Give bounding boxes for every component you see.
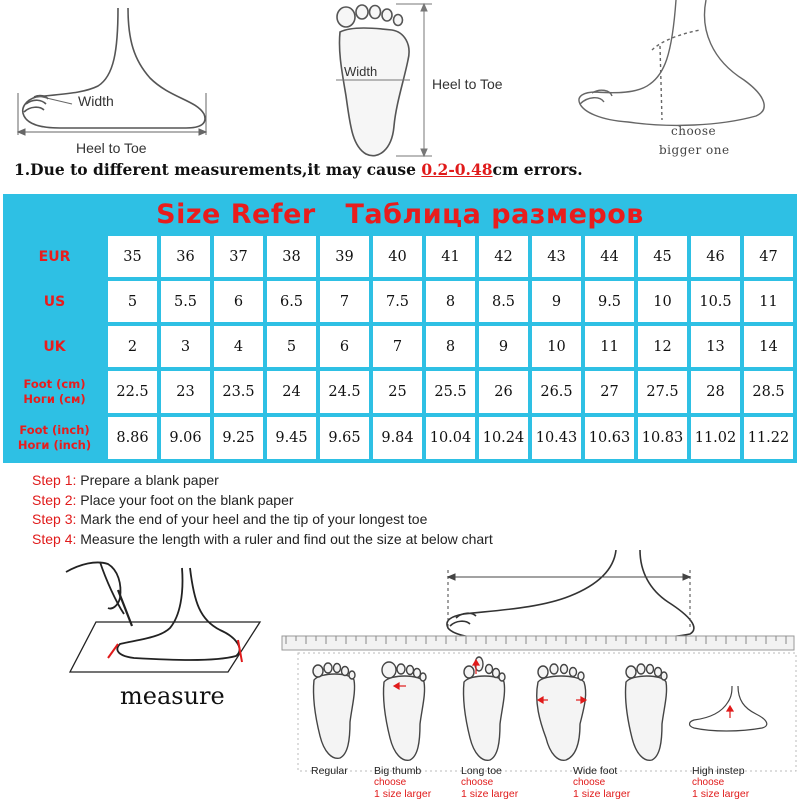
table-cell: 8	[424, 324, 477, 369]
table-cell: 4	[212, 324, 265, 369]
measurement-steps	[32, 472, 592, 550]
note-range: 0.2-0.48	[421, 160, 493, 179]
foot-type-regular-drawing	[313, 663, 355, 758]
foot-type-long-toe-drawing	[463, 657, 505, 760]
foot-type-wide-foot	[573, 765, 630, 800]
step-key: Step 2:	[32, 491, 77, 508]
table-cell: 11	[742, 279, 795, 324]
table-cell: 10.04	[424, 415, 477, 461]
foot-type-larger: 1 size larger	[374, 788, 432, 800]
table-cell: 26	[477, 369, 530, 415]
foot-type-big-thumb-drawing	[382, 662, 426, 760]
table-cell: 24	[265, 369, 318, 415]
table-cell: 10	[636, 279, 689, 324]
length-arrow	[448, 570, 690, 630]
measure-label: measure	[120, 682, 225, 710]
step-3	[32, 511, 592, 531]
top-illustration-band	[0, 0, 800, 160]
table-cell: 25.5	[424, 369, 477, 415]
table-cell: 9.5	[583, 279, 636, 324]
table-cell: 36	[159, 234, 212, 279]
footprint-heel-to-toe-label: Heel to Toe	[432, 76, 503, 92]
table-row-foot-cm	[3, 369, 797, 415]
table-cell: 25	[371, 369, 424, 415]
table-cell: 13	[689, 324, 742, 369]
table-cell: 9.65	[318, 415, 371, 461]
table-cell: 9.45	[265, 415, 318, 461]
table-cell: 39	[318, 234, 371, 279]
table-cell: 9	[530, 279, 583, 324]
table-cell: 14	[742, 324, 795, 369]
row-header-line2: Ноги (см)	[23, 392, 86, 406]
table-cell: 9	[477, 324, 530, 369]
table-cell: 9.25	[212, 415, 265, 461]
table-cell: 45	[636, 234, 689, 279]
foot-type-regular	[311, 765, 348, 777]
table-cell: 28	[689, 369, 742, 415]
bottom-illustrations-svg	[0, 550, 800, 800]
table-cell: 41	[424, 234, 477, 279]
table-cell: 9.06	[159, 415, 212, 461]
toe-closeup-drawing	[579, 0, 764, 125]
row-header: UK	[3, 324, 106, 369]
table-cell: 26.5	[530, 369, 583, 415]
row-header: EUR	[3, 234, 106, 279]
side-width-label: Width	[78, 93, 114, 109]
table-cell: 2	[106, 324, 159, 369]
table-cell: 8	[424, 279, 477, 324]
table-cell: 47	[742, 234, 795, 279]
table-cell: 5	[265, 324, 318, 369]
table-cell: 10.5	[689, 279, 742, 324]
step-key: Step 3:	[32, 511, 77, 527]
foot-type-big-thumb	[374, 765, 431, 800]
step-text: Prepare a blank paper	[76, 472, 219, 488]
foot-type-high-instep-front-drawing	[625, 664, 667, 760]
size-table	[3, 194, 797, 463]
row-header-line1: Foot (inch)	[19, 423, 90, 437]
table-cell: 43	[530, 234, 583, 279]
table-cell: 10.43	[530, 415, 583, 461]
foot-type-choose: choose	[692, 777, 725, 788]
table-row-us	[3, 279, 797, 324]
toe-mark	[108, 644, 118, 658]
foot-type-larger: 1 size larger	[461, 788, 519, 800]
step-key: Step 4:	[32, 530, 77, 547]
table-cell: 10.83	[636, 415, 689, 461]
table-cell: 8.86	[106, 415, 159, 461]
table-cell: 5.5	[159, 279, 212, 324]
table-title: Size Refer Таблица размеров	[156, 199, 644, 230]
measurement-error-note	[14, 160, 794, 188]
table-cell: 28.5	[742, 369, 795, 415]
table-cell: 11	[583, 324, 636, 369]
note-prefix: 1.Due to different measurements,it may cause	[14, 160, 422, 179]
row-header-line1: Foot (cm)	[23, 377, 86, 391]
choose-label: choose	[671, 124, 717, 138]
table-cell: 7	[371, 324, 424, 369]
table-cell: 10.24	[477, 415, 530, 461]
bigger-one-label: bigger one	[659, 143, 730, 157]
measure-illustration	[66, 562, 260, 672]
foot-type-name: Big thumb	[374, 765, 422, 777]
ruler-foot-illustration	[447, 550, 694, 641]
table-cell: 27	[583, 369, 636, 415]
step-key: Step 1:	[32, 472, 77, 488]
foot-type-name: High instep	[692, 765, 745, 777]
table-cell: 6.5	[265, 279, 318, 324]
table-cell: 6	[212, 279, 265, 324]
step-text: Mark the end of your heel and the tip of your longest toe	[76, 511, 428, 527]
table-cell: 11.02	[689, 415, 742, 461]
step-text: Place your foot on the blank paper	[76, 491, 294, 508]
table-cell: 24.5	[318, 369, 371, 415]
table-cell: 11.22	[742, 415, 795, 461]
foot-type-name: Long toe	[461, 765, 502, 777]
foot-type-name: Regular	[311, 765, 348, 777]
table-cell: 10	[530, 324, 583, 369]
foot-type-wide-foot-drawing	[537, 664, 586, 760]
foot-type-larger: 1 size larger	[692, 788, 750, 800]
table-cell: 42	[477, 234, 530, 279]
table-cell: 35	[106, 234, 159, 279]
table-cell: 12	[636, 324, 689, 369]
table-cell: 38	[265, 234, 318, 279]
foot-type-larger: 1 size larger	[573, 788, 631, 800]
table-cell: 7	[318, 279, 371, 324]
step-1	[32, 472, 592, 492]
side-heel-to-toe-label: Heel to Toe	[76, 140, 147, 156]
table-cell: 40	[371, 234, 424, 279]
table-cell: 3	[159, 324, 212, 369]
table-row-foot-inch	[3, 415, 797, 461]
foot-type-long-toe	[461, 765, 518, 800]
row-header: US	[3, 279, 106, 324]
foot-type-choose: choose	[374, 777, 407, 788]
table-cell: 23.5	[212, 369, 265, 415]
row-header	[3, 369, 106, 415]
foot-type-name: Wide foot	[573, 765, 618, 777]
table-cell: 8.5	[477, 279, 530, 324]
table-row-eur	[3, 234, 797, 279]
table-cell: 10.63	[583, 415, 636, 461]
table-cell: 27.5	[636, 369, 689, 415]
table-cell: 37	[212, 234, 265, 279]
step-text: Measure the length with a ruler and find out the size at below chart	[76, 530, 493, 547]
footprint-width-label: Width	[344, 64, 378, 79]
table-cell: 9.84	[371, 415, 424, 461]
step-4	[32, 531, 592, 551]
table-cell: 6	[318, 324, 371, 369]
foot-type-choose: choose	[573, 777, 606, 788]
step-2	[32, 492, 592, 512]
table-row-uk	[3, 324, 797, 369]
foot-type-choose: choose	[461, 777, 494, 788]
table-cell: 5	[106, 279, 159, 324]
ruler	[282, 636, 794, 650]
row-header	[3, 415, 106, 461]
table-cell: 22.5	[106, 369, 159, 415]
side-foot-drawing	[23, 8, 205, 128]
note-suffix: cm errors.	[492, 160, 583, 179]
foot-type-high-instep	[692, 765, 749, 800]
row-header-line2: Ноги (inch)	[17, 438, 92, 452]
table-cell: 7.5	[371, 279, 424, 324]
table-cell: 44	[583, 234, 636, 279]
table-cell: 46	[689, 234, 742, 279]
table-cell: 23	[159, 369, 212, 415]
